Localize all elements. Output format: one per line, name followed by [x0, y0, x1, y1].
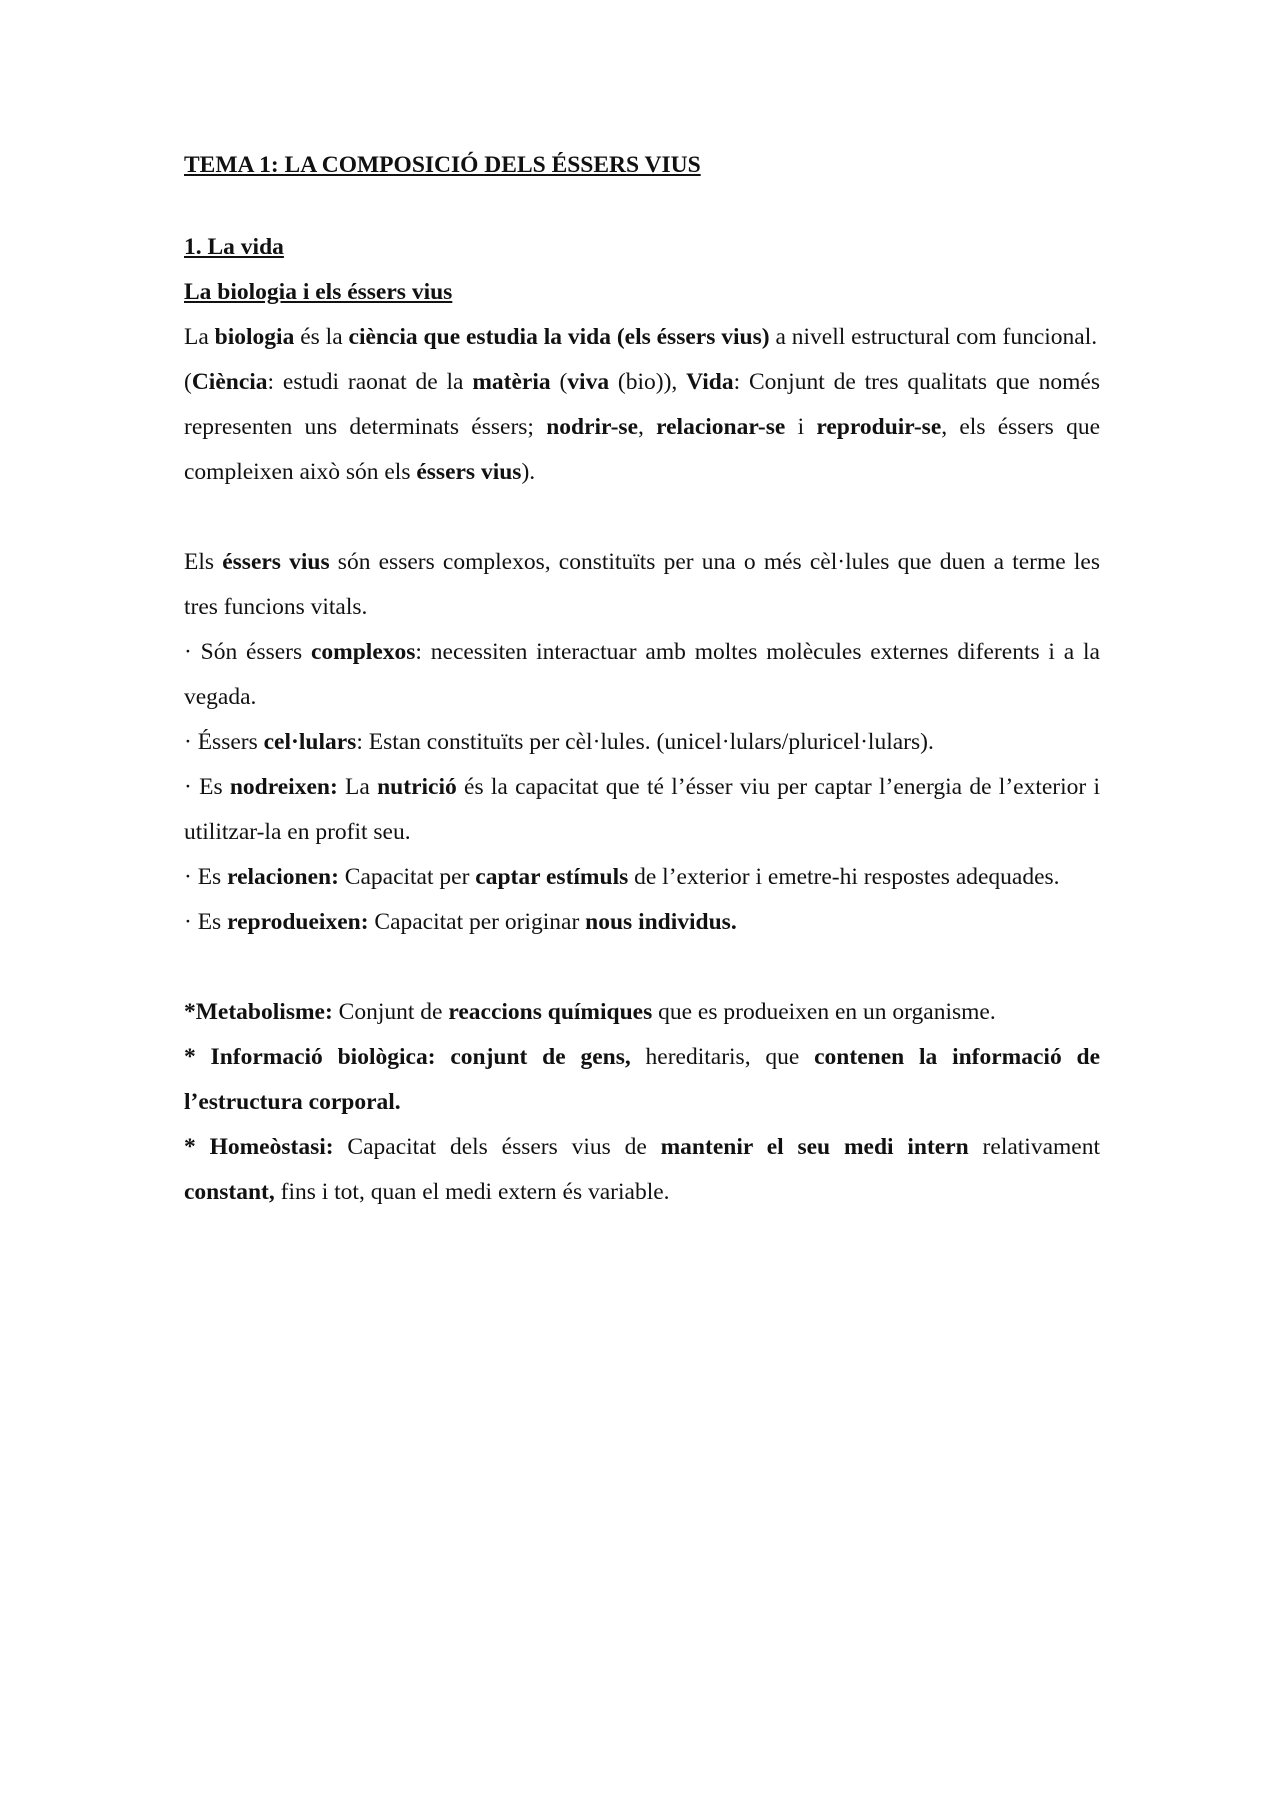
living-beings-intro: Els éssers vius són essers complexos, constituïts per una o més cèl·lules que duen a terme les tres funcions vitals.: [184, 549, 1100, 620]
note-homeostasi: * Homeòstasi: Capacitat dels éssers vius de mantenir el seu medi intern relativament constant, fins i tot, quan el medi extern és variable.: [184, 1134, 1101, 1205]
bullet-cellulars: · Éssers cel·lulars: Estan constituïts per cèl·lules. (unicel·lulars/pluricel·lulars).: [184, 729, 934, 755]
document-title: TEMA 1: LA COMPOSICIÓ DELS ÉSSERS VIUS: [184, 152, 701, 178]
bullet-complexos: · Són éssers complexos: necessiten interactuar amb moltes molècules externes diferents i a la vegada.: [184, 639, 1100, 710]
bullet-reprodueixen: · Es reprodueixen: Capacitat per originar nous individus.: [184, 909, 737, 935]
bullet-relacionen: · Es relacionen: Capacitat per captar estímuls de l’exterior i emetre-hi respostes adequades.: [184, 864, 1060, 890]
note-metabolisme: *Metabolisme: Conjunt de reaccions químiques que es produeixen en un organisme.: [184, 999, 996, 1025]
note-informacio-biologica: * Informació biològica: conjunt de gens, hereditaris, que contenen la informació de l’estructura corporal.: [184, 1044, 1101, 1115]
bullet-nodreixen: · Es nodreixen: La nutrició és la capacitat que té l’ésser viu per captar l’energia de l’exterior i utilitzar-la en profit seu.: [184, 774, 1101, 845]
biology-definition: La biologia és la ciència que estudia la vida (els éssers vius) a nivell estructural com funcional.: [184, 324, 1098, 350]
section-heading: 1. La vida: [184, 234, 284, 260]
paragraph-gap: [184, 945, 1100, 990]
paragraph-gap: [184, 495, 1100, 540]
subsection-heading: La biologia i els éssers vius: [184, 279, 453, 305]
definition-note: (Ciència: estudi raonat de la matèria (viva (bio)), Vida: Conjunt de tres qualitats que només representen uns determinats éssers; nodrir-se, relacionar-se i reproduir-se, els éssers que compleixen això són els éssers vius).: [184, 369, 1101, 485]
